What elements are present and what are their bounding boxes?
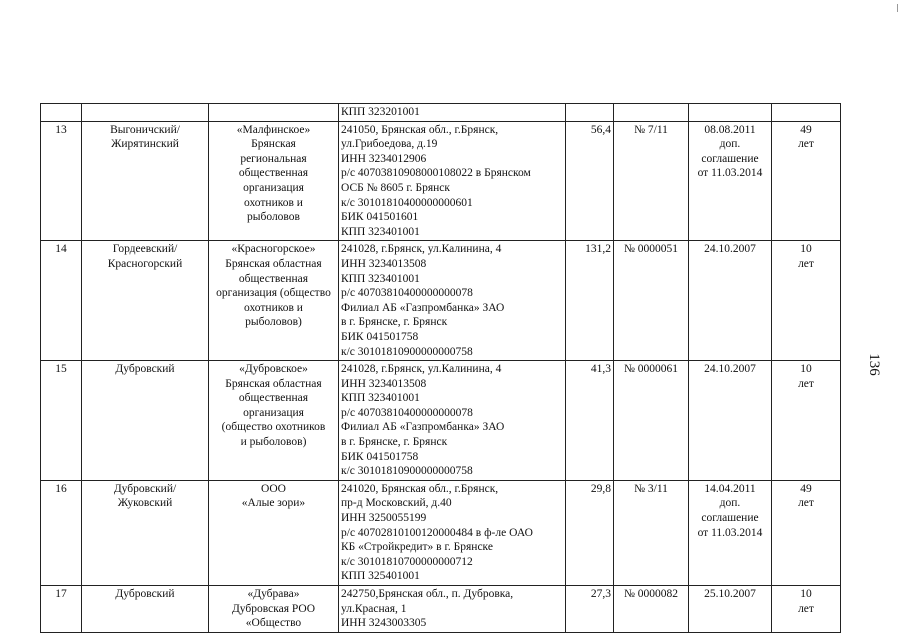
organization-cell-line: «Алые зори» — [241, 497, 306, 510]
term-cell-line: лет — [798, 138, 814, 151]
organization-cell-line: Брянская областная — [225, 257, 322, 270]
organization-cell-line: «Дубрава» — [247, 588, 300, 600]
agreement-date-cell-line: от 11.03.2014 — [697, 167, 763, 180]
area-cell — [566, 104, 614, 122]
district-cell-line: Гордеевский/ — [112, 243, 178, 256]
requisites-cell-line: КПП 323401001 — [341, 225, 420, 238]
page-edge-mark — [897, 4, 898, 12]
area-cell: 41,3 — [566, 361, 614, 481]
organization-cell — [209, 480, 339, 585]
requisites-cell-line: пр-д Московский, д.40 — [341, 497, 452, 510]
district-cell-line: Жуковский — [117, 497, 173, 510]
organization-cell-line: организация — [243, 181, 304, 194]
hunting-lease-registry-table — [40, 103, 841, 633]
requisites-cell — [339, 480, 566, 585]
area-cell: 56,4 — [566, 121, 614, 241]
district-cell — [82, 241, 209, 361]
term-cell — [772, 586, 841, 633]
requisites-cell-line: ИНН 3234013508 — [341, 377, 427, 390]
organization-cell-line: Брянская — [251, 138, 296, 151]
district-cell — [82, 586, 209, 633]
requisites-cell-line: р/с 40703810400000000078 — [341, 406, 473, 419]
requisites-cell-line: КПП 323401001 — [341, 392, 420, 405]
district-cell-line: Дубровский/ — [113, 482, 177, 495]
term-cell — [772, 121, 841, 241]
requisites-cell — [339, 241, 566, 361]
agreement-date-cell — [689, 480, 772, 585]
requisites-cell-line: БИК 041501758 — [341, 330, 419, 343]
requisites-cell-line: к/с 30101810700000000712 — [341, 555, 473, 568]
agreement-date-cell-line: 14.04.2011 — [704, 482, 756, 495]
row-number-cell: 16 — [41, 480, 82, 585]
requisites-cell — [339, 104, 566, 122]
requisites-cell-line: р/с 40703810908000108022 в Брянском — [341, 167, 531, 180]
table-row — [41, 241, 841, 361]
agreement-date-cell-line: 24.10.2007 — [704, 243, 756, 256]
term-cell — [772, 361, 841, 481]
requisites-cell-line: р/с 40702810100120000484 в ф-ле ОАО — [341, 526, 533, 539]
agreement-number-cell: № 0000082 — [614, 586, 689, 633]
agreement-date-cell-line: от 11.03.2014 — [697, 526, 763, 539]
requisites-cell-line: 241020, Брянская обл., г.Брянск, — [341, 482, 499, 495]
organization-cell-line: Брянская областная — [225, 377, 322, 390]
organization-cell-line: организация (общество — [216, 287, 331, 300]
organization-cell-line: охотников и — [244, 301, 303, 314]
district-cell-line: Дубровский — [115, 363, 175, 376]
organization-cell-line: Дубровская РОО — [231, 602, 316, 615]
term-cell — [772, 241, 841, 361]
agreement-date-cell-line: доп. — [719, 497, 741, 510]
table-row — [41, 361, 841, 481]
agreement-date-cell — [689, 104, 772, 122]
requisites-cell-line: в г. Брянске, г. Брянск — [341, 436, 448, 449]
district-cell — [82, 480, 209, 585]
organization-cell — [209, 241, 339, 361]
requisites-cell-line: 242750,Брянская обл., п. Дубровка, — [341, 588, 514, 600]
term-cell-line: 49 — [800, 482, 812, 495]
organization-cell-line: общественная — [238, 272, 309, 285]
requisites-cell-line: КПП 323201001 — [341, 106, 420, 118]
organization-cell-line: «Красногорское» — [231, 243, 316, 256]
organization-cell-line: рыболовов) — [245, 316, 302, 329]
agreement-number-cell: № 0000051 — [614, 241, 689, 361]
district-cell — [82, 104, 209, 122]
agreement-number-cell: № 3/11 — [614, 480, 689, 585]
area-cell: 29,8 — [566, 480, 614, 585]
requisites-cell-line: БИК 041501601 — [341, 211, 419, 224]
requisites-cell-line: ИНН 3234012906 — [341, 152, 427, 165]
agreement-date-cell — [689, 121, 772, 241]
area-cell: 131,2 — [566, 241, 614, 361]
requisites-cell — [339, 586, 566, 633]
agreement-date-cell-line: 25.10.2007 — [704, 588, 756, 600]
requisites-cell-line: ул.Грибоедова, д.19 — [341, 138, 438, 151]
organization-cell — [209, 586, 339, 633]
organization-cell-line: и рыболовов) — [240, 436, 307, 449]
requisites-cell-line: к/с 30101810400000000601 — [341, 196, 473, 209]
requisites-cell-line: ИНН 3250055199 — [341, 512, 427, 525]
district-cell — [82, 121, 209, 241]
agreement-date-cell — [689, 361, 772, 481]
organization-cell-line: охотников и — [244, 196, 303, 209]
organization-cell — [209, 361, 339, 481]
requisites-cell-line: 241028, г.Брянск, ул.Калинина, 4 — [341, 363, 502, 376]
term-cell-line: 10 — [800, 588, 812, 600]
requisites-cell-line: Филиал АБ «Газпромбанка» ЗАО — [341, 421, 505, 434]
requisites-cell — [339, 121, 566, 241]
term-cell-line: лет — [798, 497, 814, 510]
requisites-cell-line: БИК 041501758 — [341, 450, 419, 463]
district-cell-line: Жирятинский — [111, 138, 179, 151]
table-row — [41, 480, 841, 585]
term-cell-line: 10 — [800, 243, 812, 256]
organization-cell-line: ООО — [261, 482, 286, 495]
organization-cell-line: региональная — [240, 152, 307, 165]
page-number: 136 — [865, 353, 882, 376]
agreement-date-cell-line: доп. — [719, 138, 741, 151]
requisites-cell-line: 241028, г.Брянск, ул.Калинина, 4 — [341, 243, 502, 256]
district-cell-line: Выгоничский/ — [110, 123, 180, 136]
organization-cell-line: рыболовов — [247, 211, 300, 224]
organization-cell-line: «Дубровское» — [239, 363, 308, 376]
term-cell — [772, 480, 841, 585]
organization-cell-line: общественная — [238, 167, 309, 180]
organization-cell — [209, 121, 339, 241]
row-number-cell: 15 — [41, 361, 82, 481]
organization-cell-line: «Малфинское» — [236, 123, 311, 136]
requisites-cell — [339, 361, 566, 481]
agreement-number-cell: № 0000061 — [614, 361, 689, 481]
agreement-date-cell-line: соглашение — [701, 512, 759, 525]
requisites-cell-line: КБ «Стройкредит» в г. Брянске — [341, 541, 493, 554]
requisites-cell-line: 241050, Брянская обл., г.Брянск, — [341, 123, 499, 136]
term-cell-line: 10 — [800, 363, 812, 376]
agreement-date-cell-line: 08.08.2011 — [704, 123, 756, 136]
requisites-cell-line: ИНН 3234013508 — [341, 257, 427, 270]
requisites-cell-line: к/с 30101810900000000758 — [341, 345, 473, 358]
agreement-number-cell: № 7/11 — [614, 121, 689, 241]
term-cell-line: лет — [798, 257, 814, 270]
table-row — [41, 121, 841, 241]
district-cell-line: Красногорский — [107, 257, 183, 270]
area-cell: 27,3 — [566, 586, 614, 633]
requisites-cell-line: ОСБ № 8605 г. Брянск — [341, 181, 450, 194]
term-cell-line: лет — [798, 377, 814, 390]
agreement-date-cell — [689, 586, 772, 633]
term-cell — [772, 104, 841, 122]
agreement-date-cell-line: 24.10.2007 — [704, 363, 756, 376]
row-number-cell — [41, 104, 82, 122]
term-cell-line: 49 — [800, 123, 812, 136]
term-cell-line: лет — [798, 602, 814, 615]
requisites-cell-line: ИНН 3243003305 — [341, 617, 427, 630]
organization-cell-line: (общество охотников — [221, 421, 326, 434]
agreement-number-cell — [614, 104, 689, 122]
agreement-date-cell — [689, 241, 772, 361]
row-number-cell: 14 — [41, 241, 82, 361]
organization-cell-line: общественная — [238, 392, 309, 405]
organization-cell-line: организация — [243, 406, 304, 419]
table-row — [41, 104, 841, 122]
table-row — [41, 586, 841, 633]
district-cell — [82, 361, 209, 481]
requisites-cell-line: ул.Красная, 1 — [341, 602, 407, 615]
organization-cell — [209, 104, 339, 122]
row-number-cell: 17 — [41, 586, 82, 633]
requisites-cell-line: р/с 40703810400000000078 — [341, 287, 473, 300]
requisites-cell-line: КПП 323401001 — [341, 272, 420, 285]
registry-body — [41, 104, 841, 633]
requisites-cell-line: КПП 325401001 — [341, 570, 420, 583]
requisites-cell-line: в г. Брянске, г. Брянск — [341, 316, 448, 329]
requisites-cell-line: Филиал АБ «Газпромбанка» ЗАО — [341, 301, 505, 314]
organization-cell-line: «Общество — [245, 617, 302, 630]
district-cell-line: Дубровский — [115, 588, 175, 600]
row-number-cell: 13 — [41, 121, 82, 241]
agreement-date-cell-line: соглашение — [701, 152, 759, 165]
requisites-cell-line: к/с 30101810900000000758 — [341, 465, 473, 478]
